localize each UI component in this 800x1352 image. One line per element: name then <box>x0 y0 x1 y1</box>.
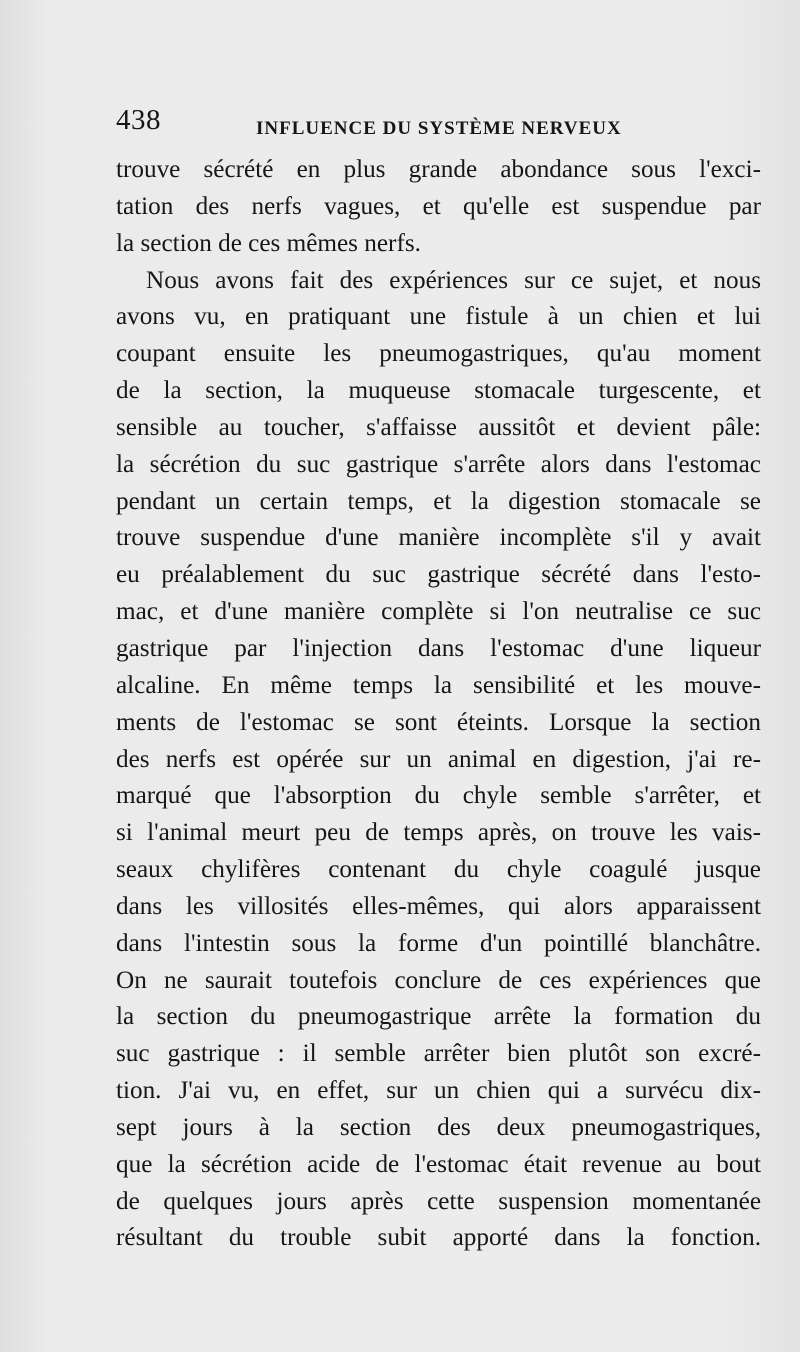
text-line: coupant ensuite les pneumogastriques, qu'au moment <box>116 340 761 368</box>
text-line: alcaline. En même temps la sensibilité et les mouve- <box>116 671 761 699</box>
paragraph-start-line: Nous avons fait des expériences sur ce sujet, et nous <box>146 266 761 294</box>
text-line: avons vu, en pratiquant une fistule à un chien et lui <box>116 303 761 331</box>
text-line: pendant un certain temps, et la digestion stomacale se <box>116 487 761 515</box>
text-line: gastrique par l'injection dans l'estomac d'une liqueur <box>116 634 761 662</box>
page-number: 438 <box>116 104 161 136</box>
text-line: des nerfs est opérée sur un animal en digestion, j'ai re- <box>116 745 761 773</box>
page-header <box>116 104 636 144</box>
running-title: INFLUENCE DU SYSTÈME NERVEUX <box>256 118 622 139</box>
text-line: si l'animal meurt peu de temps après, on trouve les vais- <box>116 819 761 847</box>
text-line: sensible au toucher, s'affaisse aussitôt et devient pâle: <box>116 413 761 441</box>
text-line: de quelques jours après cette suspension momentanée <box>116 1187 761 1215</box>
text-line: de la section, la muqueuse stomacale turgescente, et <box>116 377 761 405</box>
text-line: On ne saurait toutefois conclure de ces expériences que <box>116 966 761 994</box>
text-line: la sécrétion du suc gastrique s'arrête alors dans l'estomac <box>116 450 761 478</box>
text-line: trouve suspendue d'une manière incomplète s'il y avait <box>116 524 761 552</box>
text-line: eu préalablement du suc gastrique sécrété dans l'esto- <box>116 561 761 589</box>
text-line: sept jours à la section des deux pneumogastriques, <box>116 1113 761 1141</box>
text-line: dans l'intestin sous la forme d'un pointillé blanchâtre. <box>116 929 761 957</box>
text-line: ments de l'estomac se sont éteints. Lorsque la section <box>116 708 761 736</box>
text-line: seaux chylifères contenant du chyle coagulé jusque <box>116 856 761 884</box>
text-line: que la sécrétion acide de l'estomac était revenue au bout <box>116 1150 761 1178</box>
body-text <box>116 152 761 1257</box>
text-line: dans les villosités elles-mêmes, qui alors apparaissent <box>116 892 761 920</box>
text-line: la section de ces mêmes nerfs. <box>116 229 421 257</box>
text-line: suc gastrique : il semble arrêter bien plutôt son excré- <box>116 1040 761 1068</box>
text-line: mac, et d'une manière complète si l'on neutralise ce suc <box>116 598 761 626</box>
text-line: trouve sécrété en plus grande abondance sous l'exci- <box>116 156 761 183</box>
text-line: tation des nerfs vagues, et qu'elle est suspendue par <box>116 192 761 220</box>
text-line: la section du pneumogastrique arrête la formation du <box>116 1003 761 1031</box>
text-line: résultant du trouble subit apporté dans la fonction. <box>116 1224 761 1252</box>
text-line: tion. J'ai vu, en effet, sur un chien qui a survécu dix- <box>116 1077 761 1105</box>
text-line: marqué que l'absorption du chyle semble s'arrêter, et <box>116 782 761 810</box>
